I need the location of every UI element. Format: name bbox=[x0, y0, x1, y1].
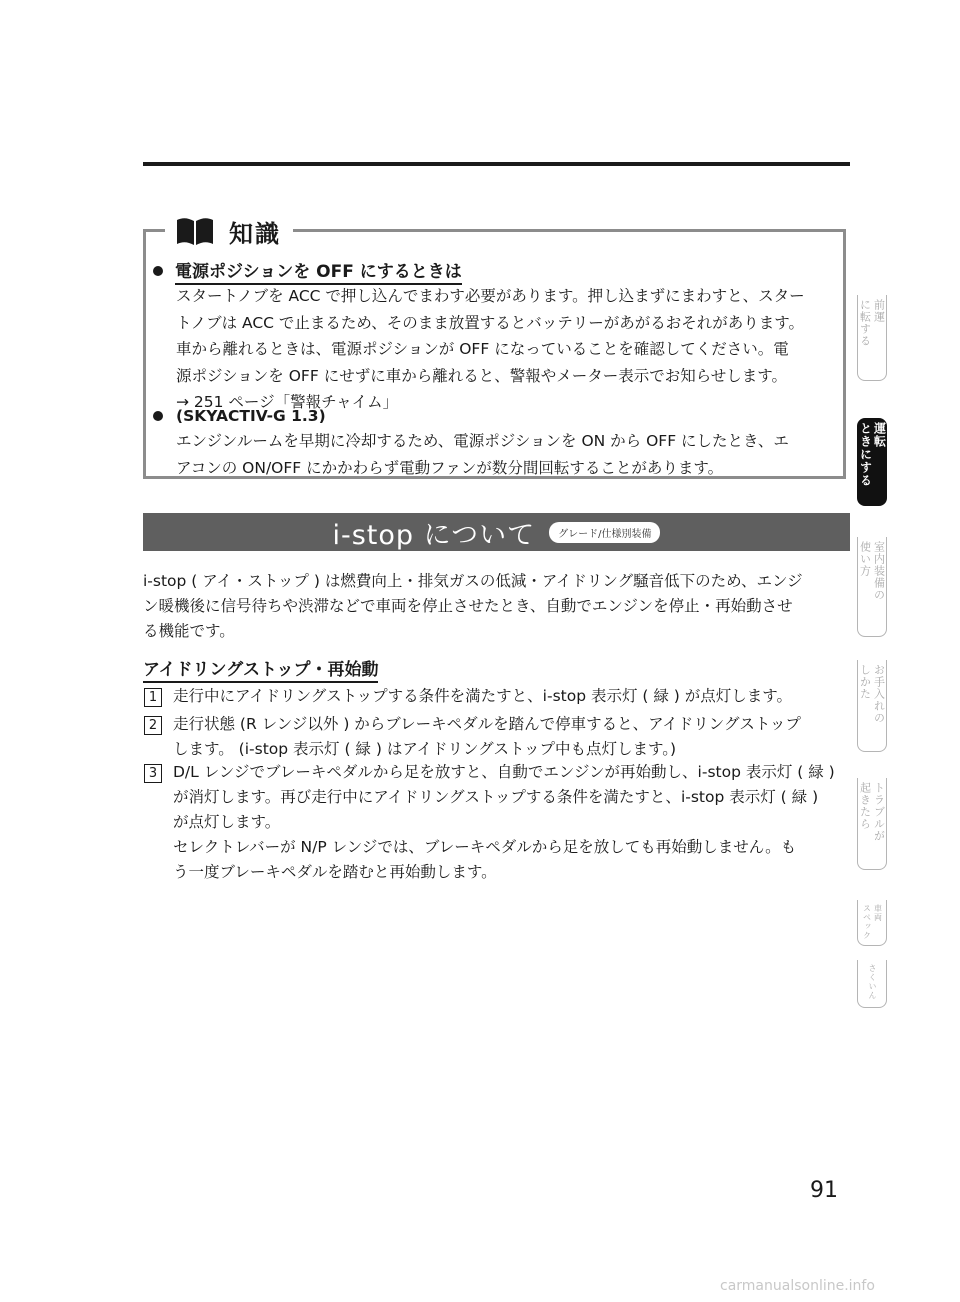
text-line: ン暖機後に信号待ちや渋滞などで車両を停止させたとき、自動でエンジンを停止・再始動させ bbox=[143, 597, 793, 615]
grade-badge: グレード/仕様別装備 bbox=[549, 522, 660, 543]
text-line: 源ポジションを OFF にせずに車から離れると、警報やメーター表示でお知らせします。 bbox=[176, 366, 787, 385]
tab-label: さくいん bbox=[868, 964, 877, 1000]
bullet-icon bbox=[153, 266, 163, 276]
book-icon bbox=[175, 216, 215, 246]
side-tab-maintenance[interactable] bbox=[857, 660, 887, 752]
tab-label: スペック bbox=[862, 904, 872, 940]
side-tab-interior[interactable] bbox=[857, 537, 887, 637]
bullet-icon bbox=[153, 411, 163, 421]
tab-label: 車両 bbox=[873, 904, 883, 922]
text-line: エンジンルームを早期に冷却するため、電源ポジションを ON から OFF にしたとき、エ bbox=[176, 432, 789, 450]
top-rule bbox=[143, 162, 850, 166]
subsection-title: アイドリングストップ・再始動 bbox=[143, 655, 378, 683]
knowledge-item-title-2: (SKYACTIV-G 1.3) bbox=[176, 407, 326, 425]
text-line: が消灯します。再び走行中にアイドリングストップする条件を満たすと、i-stop 表示灯 ( 緑 ) bbox=[173, 788, 819, 806]
section-header-bar bbox=[143, 513, 850, 551]
side-tab-before-driving[interactable] bbox=[857, 295, 887, 381]
text-line: トノブは ACC で止まるため、そのまま放置するとバッテリーがあがるおそれがあります。 bbox=[176, 313, 805, 332]
step-number-3: 3 bbox=[144, 764, 162, 783]
page-reference-link[interactable]: → 251 ページ「警報チャイム」 bbox=[176, 393, 399, 411]
tab-label: 使い方 bbox=[858, 541, 872, 577]
page-number: 91 bbox=[810, 1178, 838, 1203]
text-line: 走行状態 (R レンジ以外 ) からブレーキペダルを踏んで停車すると、アイドリングストップ bbox=[173, 715, 801, 733]
text-line: が点灯します。 bbox=[173, 813, 281, 831]
side-tab-when-driving[interactable] bbox=[857, 418, 887, 506]
tab-label: 前運 bbox=[872, 299, 886, 323]
text-line: う一度ブレーキペダルを踏むと再始動します。 bbox=[173, 863, 497, 881]
tab-label: 運転 bbox=[872, 422, 887, 448]
text-line: セレクトレバーが N/P レンジでは、ブレーキペダルから足を放しても再始動しません。も bbox=[173, 838, 797, 856]
step-text-3 bbox=[173, 760, 853, 885]
knowledge-item-text-1 bbox=[176, 283, 840, 416]
section-title: i-stop について bbox=[332, 519, 536, 551]
section-intro bbox=[143, 569, 853, 644]
tab-label: 起きたら bbox=[858, 782, 872, 830]
tab-label: に転する bbox=[858, 299, 872, 347]
step-number-2: 2 bbox=[144, 716, 162, 735]
side-tab-index[interactable] bbox=[857, 960, 887, 1008]
text-line: 走行中にアイドリングストップする条件を満たすと、i-stop 表示灯 ( 緑 ) が点灯します。 bbox=[173, 687, 793, 705]
step-number-1: 1 bbox=[144, 688, 162, 707]
text-line: アコンの ON/OFF にかかわらず電動ファンが数分間回転することがあります。 bbox=[176, 458, 724, 477]
text-line: スタートノブを ACC で押し込んでまわす必要があります。押し込まずにまわすと、スター bbox=[176, 287, 805, 305]
tab-label: 室内装備の bbox=[872, 541, 886, 601]
text-line: i-stop ( アイ・ストップ ) は燃費向上・排気ガスの低減・アイドリング騒音低下のため、エンジ bbox=[143, 572, 803, 590]
step-text-1 bbox=[173, 684, 853, 709]
text-line: D/L レンジでブレーキペダルから足を放すと、自動でエンジンが再始動し、i-stop 表示灯 ( 緑 ) bbox=[173, 763, 835, 781]
tab-label: しかた bbox=[858, 664, 872, 700]
side-tab-spec[interactable] bbox=[857, 900, 887, 946]
tab-label: トラブルが bbox=[872, 782, 886, 842]
text-line: る機能です。 bbox=[143, 622, 235, 640]
tab-label: ときにする bbox=[858, 422, 873, 487]
knowledge-header bbox=[165, 211, 293, 251]
knowledge-item-title-1: 電源ポジションを OFF にするときは bbox=[175, 257, 462, 285]
knowledge-title: 知識 bbox=[229, 219, 281, 248]
knowledge-item-text-2 bbox=[176, 428, 840, 481]
side-tab-trouble[interactable] bbox=[857, 778, 887, 870]
watermark: carmanualsonline.info bbox=[720, 1278, 875, 1294]
text-line: します。 (i-stop 表示灯 ( 緑 ) はアイドリングストップ中も点灯します。) bbox=[173, 740, 677, 758]
step-text-2 bbox=[173, 712, 853, 762]
tab-label: お手入れの bbox=[872, 664, 886, 724]
text-line: 車から離れるときは、電源ポジションが OFF になっていることを確認してください。電 bbox=[176, 340, 789, 358]
